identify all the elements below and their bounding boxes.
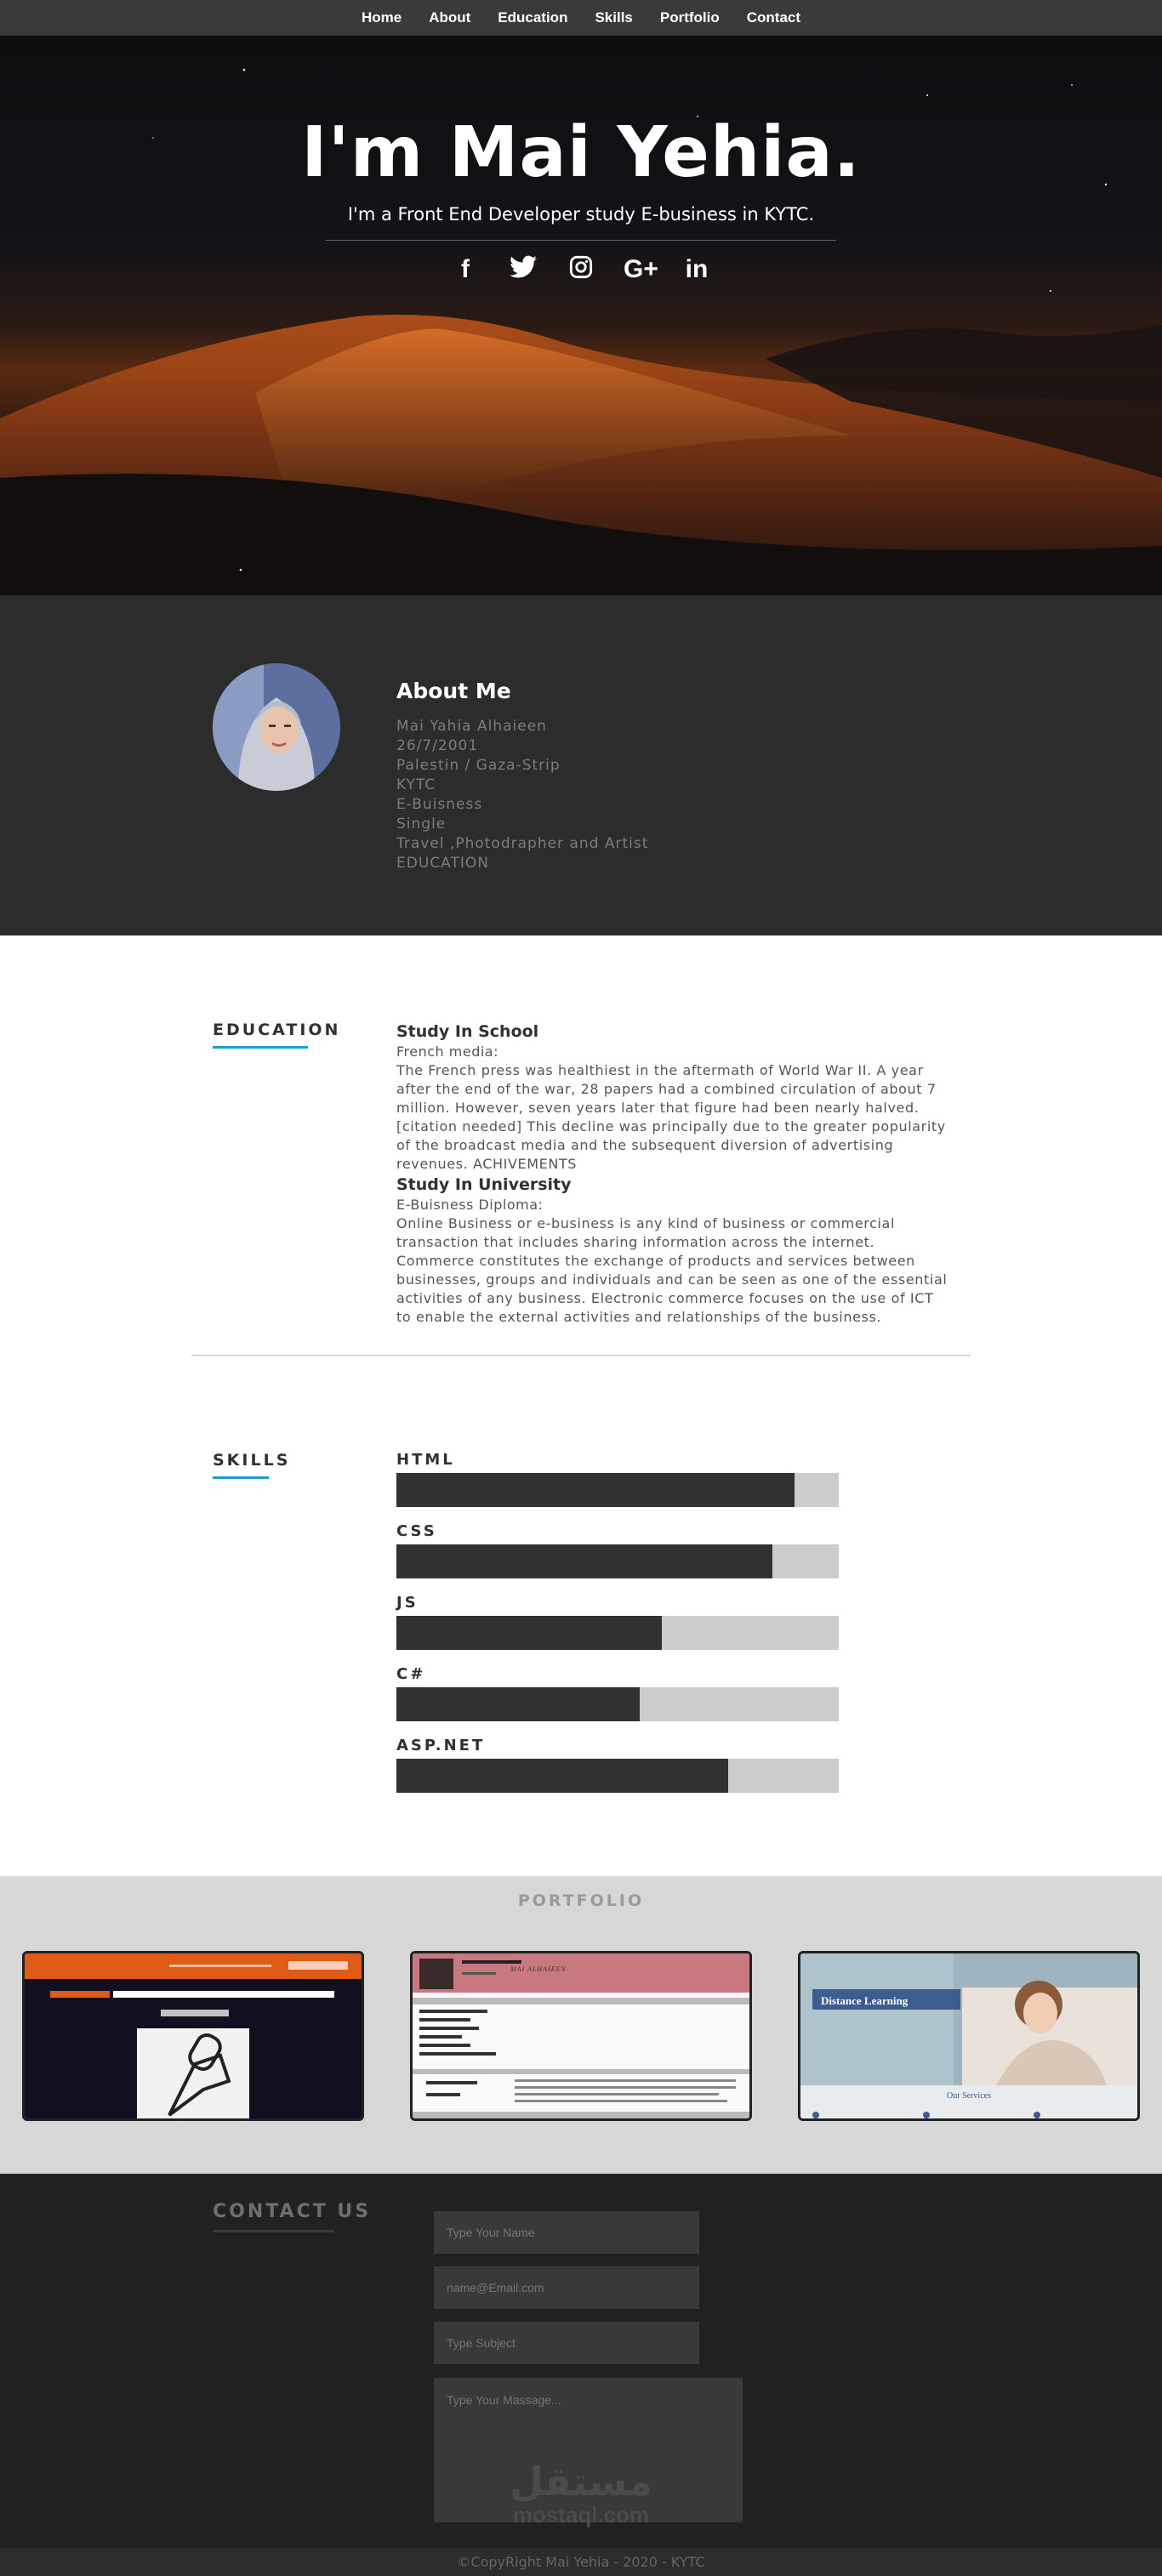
facebook-icon[interactable]: f: [461, 255, 470, 283]
about-location: Palestin / Gaza-Strip: [396, 757, 561, 774]
skill-bar-track: [396, 1616, 839, 1650]
nav-skills[interactable]: Skills: [595, 9, 633, 26]
instagram-icon[interactable]: [566, 255, 596, 286]
portfolio-section: [0, 1876, 1162, 2174]
about-education-link: EDUCATION: [396, 855, 489, 872]
skill-item: [396, 1594, 839, 1650]
skills-label: SKILLS: [213, 1451, 291, 1470]
about-hobbies: Travel ,Photodrapher and Artist: [396, 835, 649, 852]
skill-name: CSS: [396, 1522, 437, 1540]
skill-bar-fill: [396, 1473, 795, 1507]
about-section: [0, 595, 1162, 935]
twitter-icon[interactable]: [508, 255, 538, 286]
skill-name: HTML: [396, 1451, 455, 1469]
about-details: [396, 717, 648, 873]
top-nav: [0, 0, 1162, 36]
email-input[interactable]: [434, 2266, 699, 2309]
education-heading: Study In University: [396, 1175, 572, 1194]
skill-item: [396, 1665, 839, 1721]
nav-portfolio[interactable]: Portfolio: [659, 9, 720, 26]
hero-divider: [326, 240, 836, 241]
portfolio-thumbnail: [25, 1953, 362, 2118]
name-input[interactable]: [434, 2211, 699, 2254]
portfolio-card-subcaption: Our Services: [947, 2091, 991, 2101]
nav-home[interactable]: Home: [361, 9, 402, 26]
nav-education[interactable]: Education: [498, 9, 568, 26]
hero-section: [0, 36, 1162, 595]
education-block-university: [396, 1174, 949, 1327]
skill-bar-track: [396, 1687, 839, 1721]
skill-item: [396, 1451, 839, 1507]
hero-subtitle: I'm a Front End Developer study E-business in KYTC.: [347, 204, 815, 225]
watermark-arabic: مستقل: [509, 2459, 653, 2505]
education-subheading: E-Buisness Diploma:: [396, 1197, 544, 1213]
hero-title: I'm Mai Yehia.: [301, 112, 861, 193]
portfolio-card-1[interactable]: [22, 1951, 364, 2121]
portfolio-card-3[interactable]: [798, 1951, 1140, 2121]
skill-name: JS: [396, 1594, 419, 1612]
nav-about[interactable]: About: [429, 9, 471, 26]
skill-bar-track: [396, 1473, 839, 1507]
skills-underline: [213, 1476, 269, 1479]
about-school: KYTC: [396, 776, 436, 793]
education-underline: [213, 1046, 308, 1049]
education-block-school: [396, 1021, 949, 1174]
skill-bar-track: [396, 1544, 839, 1578]
skill-item: [396, 1737, 839, 1793]
skill-name: C#: [396, 1665, 426, 1683]
education-text: The French press was healthiest in the aftermath of World War II. A year after the end of the war, 28 papers had a combined circulation of about 7 million. However, seven years later that figure had been nearly halved.[citation needed] This decline was principally due to the greater popularity of the broadcast media and the subsequent diversion of advertising revenues. ACHIVEMENTS: [396, 1062, 946, 1172]
education-subheading: French media:: [396, 1043, 498, 1060]
skill-name: ASP.NET: [396, 1737, 486, 1754]
about-major: E-Buisness: [396, 796, 483, 813]
portfolio-title: PORTFOLIO: [517, 1891, 645, 1910]
contact-title: CONTACT US: [213, 2201, 372, 2222]
linkedin-icon[interactable]: in: [685, 255, 709, 283]
skills-section: [0, 1357, 1162, 1876]
education-divider: [191, 1355, 971, 1356]
education-section: [0, 935, 1162, 1356]
portfolio-card-caption: MAI ALHAIEEN: [510, 1965, 567, 1973]
education-heading: Study In School: [396, 1022, 539, 1041]
skill-bar-fill: [396, 1616, 662, 1650]
footer: [0, 2548, 1162, 2576]
skill-list: [396, 1451, 839, 1808]
about-name: Mai Yahia Alhaieen: [396, 718, 547, 735]
portfolio-card-2[interactable]: [410, 1951, 752, 2121]
skill-bar-fill: [396, 1544, 772, 1578]
nav-contact[interactable]: Contact: [746, 9, 801, 26]
education-content: [396, 1021, 949, 1327]
avatar: [213, 663, 340, 791]
portfolio-card-caption: Distance Learning: [821, 1994, 909, 2007]
about-title: About Me: [396, 679, 511, 703]
skill-bar-fill: [396, 1687, 640, 1721]
portfolio-thumbnail: [413, 1953, 749, 2118]
about-status: Single: [396, 816, 447, 833]
education-text: Online Business or e-business is any kind of business or commercial transaction that includes sharing information across the internet. Commerce constitutes the exchange of products and services between businesses, groups and individuals and can be seen as one of the essential activities of any business. Electronic commerce focuses on the use of ICT to enable the external activities and relationships of the business.: [396, 1215, 948, 1325]
watermark-logo: [509, 2459, 653, 2526]
subject-input[interactable]: [434, 2322, 699, 2364]
skill-bar-fill: [396, 1759, 728, 1793]
copyright-text: ©CopyRight Mai Yehia - 2020 - KYTC: [457, 2554, 705, 2570]
skill-item: [396, 1522, 839, 1578]
education-label: EDUCATION: [213, 1021, 341, 1039]
google-plus-icon[interactable]: G+: [624, 255, 658, 283]
watermark-latin: mostaql.com: [512, 2502, 650, 2528]
skill-bar-track: [396, 1759, 839, 1793]
contact-underline: [213, 2230, 334, 2232]
social-links: [0, 255, 1162, 286]
about-birthdate: 26/7/2001: [396, 737, 479, 754]
